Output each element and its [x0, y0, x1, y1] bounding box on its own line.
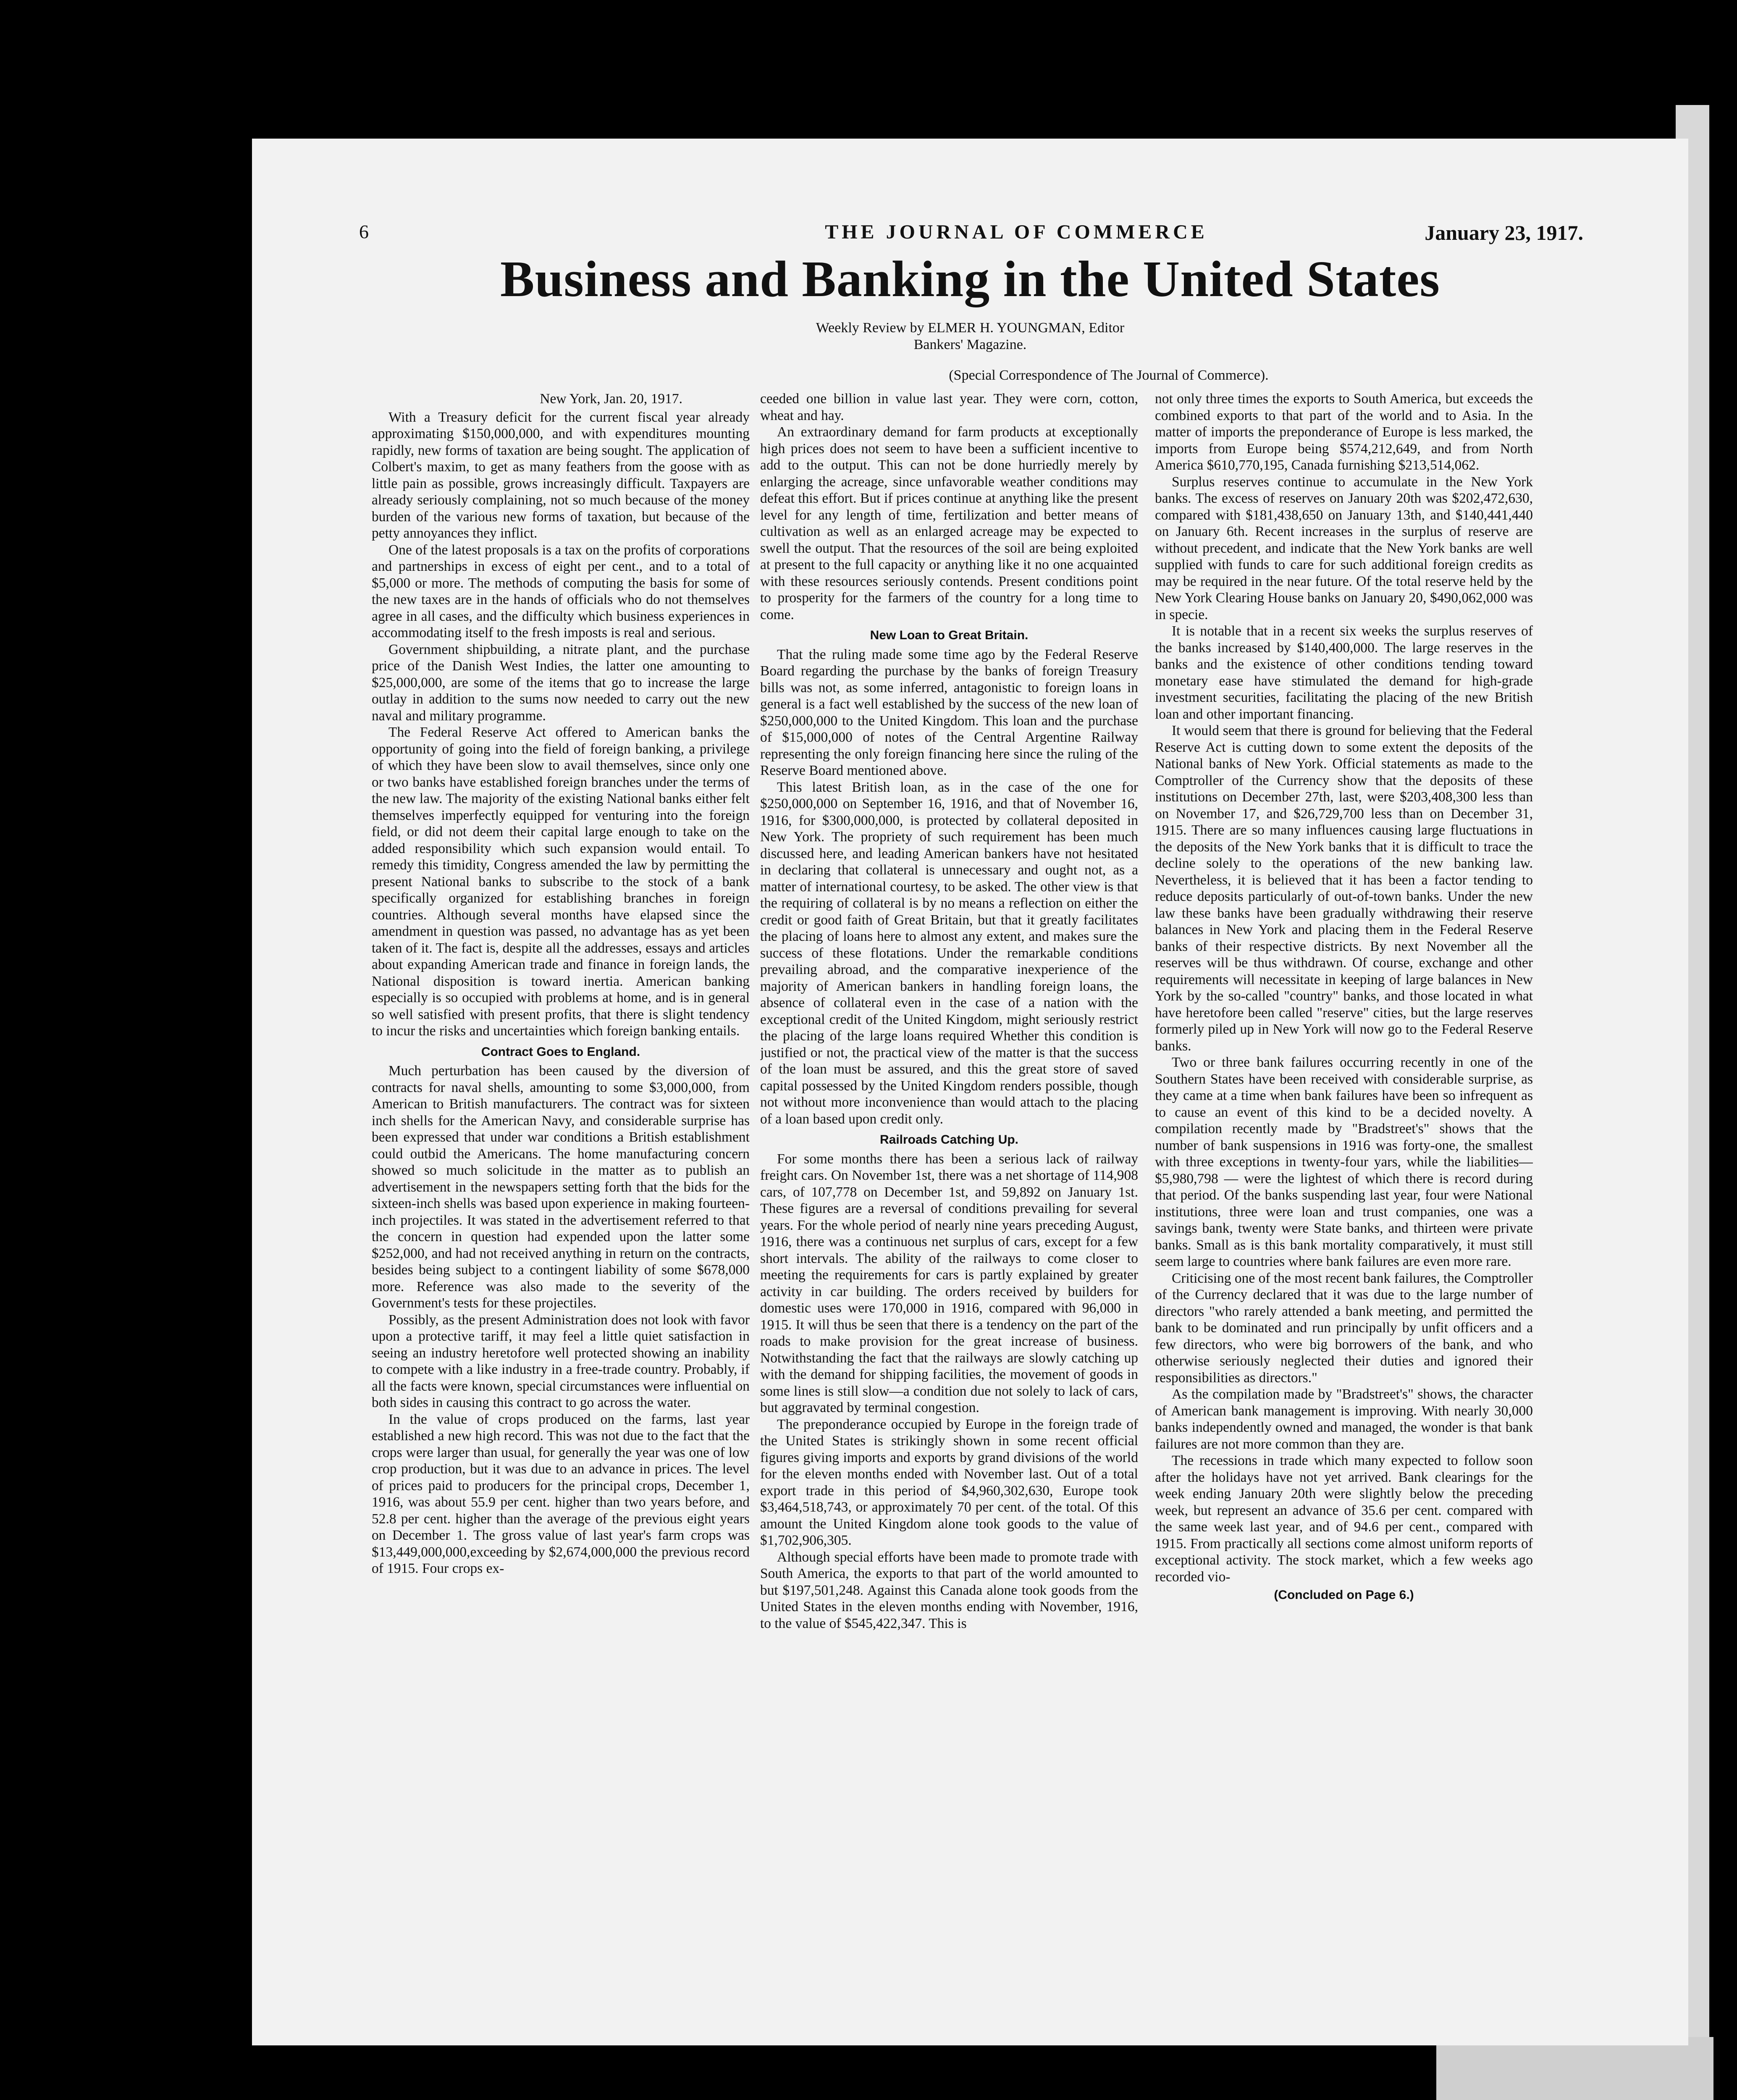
- paragraph: For some months there has been a serious lack of railway freight cars. On November 1st, there was a net shortage of 114,908 cars, of 107,778 on December 1st, and 59,892 on January 1st. These figures are a reversal of conditions prevailing for several years. For the whole period of nearly nine years preceding August, 1916, there was a continuous net surplus of cars, except for a few short intervals. The ability of the railways to come closer to meeting the requirements for cars is partly explained by greater activity in car building. The orders received by builders for domestic uses were 170,000 in 1916, compared with 96,000 in 1915. It will thus be seen that there is a tendency on the part of the roads to make provision for the great increase of business. Notwithstanding the fact that the railways are slowly catching up with the demand for shipping facilities, the movement of goods in some lines is still slow—a condition due not solely to lack of cars, but aggravated by terminal congestion.: [760, 1151, 1138, 1415]
- paragraph: Surplus reserves continue to accumulate in the New York banks. The excess of reserves on January 20th was $202,472,630, compared with $181,438,650 on January 13th, and $140,441,440 on January 6th. Recent increases in the surplus of reserve are without precedent, and indicate that the New York banks are well supplied with funds to care for such additional foreign credits as may be required in the near future. Of the total reserve held by the New York Clearing House banks on January 20, $490,062,000 was in specie.: [1155, 474, 1533, 622]
- paragraph: With a Treasury deficit for the current fiscal year already approximating $150,000,000, and with expenditures mounting rapidly, new forms of taxation are being sought. The application of Colbert's maxim, to get as many feathers from the goose with as little pain as possible, grows increasingly difficult. Taxpayers are already seriously complaining, not so much because of the money burden of the various new forms of taxation, but because of the petty annoyances they inflict.: [372, 409, 750, 541]
- paragraph: The recessions in trade which many expected to follow soon after the holidays have not yet arrived. Bank clearings for the week ending January 20th were slightly below the preceding week, but represent an advance of 35.6 per cent. compared with the same week last year, and of 94.6 per cent., compared with 1915. From practically all sections come almost uniform reports of exceptional activity. The stock market, which a few weeks ago recorded vio-: [1155, 1453, 1533, 1585]
- paragraph: not only three times the exports to South America, but exceeds the combined exports to that part of the world and to Asia. In the matter of imports the preponderance of Europe is less marked, the imports from Europe being $574,212,649, and from North America $610,770,195, Canada furnishing $213,514,062.: [1155, 391, 1533, 473]
- issue-date: January 23, 1917.: [1425, 221, 1583, 244]
- journal-title: THE JOURNAL OF COMMERCE: [825, 221, 1208, 243]
- paragraph: The Federal Reserve Act offered to American banks the opportunity of going into the field of foreign banking, a privilege of which they have been slow to avail themselves, since only one or two banks have established foreign branches under the terms of the new law. The majority of the existing National banks either felt themselves imperfectly equipped for venturing into the foreign field, or did not deem their capital large enough to take on the added responsibility which such expansion would entail. To remedy this timidity, Congress amended the law by permitting the present National banks to subscribe to the stock of a bank specifically organized for establishing branches in foreign countries. Although several months have elapsed since the amendment in question was passed, no advantage has as yet been taken of it. The fact is, despite all the addresses, essays and articles about expanding American trade and finance in foreign lands, the National disposition is toward inertia. American banking especially is so occupied with problems at home, and is in general so well satisfied with present profits, that there is slight tendency to incur the risks and uncertainties which foreign banking entails.: [372, 724, 750, 1039]
- paragraph: ceeded one billion in value last year. They were corn, cotton, wheat and hay.: [760, 391, 1138, 423]
- byline-affiliation: Bankers' Magazine.: [913, 337, 1027, 352]
- paragraph: Government shipbuilding, a nitrate plant, and the purchase price of the Danish West Indies, the latter one amounting to $25,000,000, are some of the items that go to increase the large outlay in addition to the sums now needed to carry out the new naval and military programme.: [372, 641, 750, 724]
- section-heading: New Loan to Great Britain.: [870, 628, 1029, 642]
- paragraph: Much perturbation has been caused by the diversion of contracts for naval shells, amounting to some $3,000,000, from American to British manufacturers. The contract was for sixteen inch shells for the American Navy, and considerable surprise has been expressed that under war conditions a British establishment could outbid the Americans. The home manufacturing concern showed so much solicitude in the matter as to publish an advertisement in the newspapers setting forth that the bids for the sixteen-inch shells was based upon experience in making fourteen-inch projectiles. It was stated in the advertisement referred to that the concern in question had expended upon the latter some $252,000, and had not received anything in return on the contracts, besides being subject to a contingent liability of some $678,000 more. Reference was also made to the severity of the Government's tests for these projectiles.: [372, 1063, 750, 1311]
- paragraph: Criticising one of the most recent bank failures, the Comptroller of the Currency declared that it was due to the large number of directors "who rarely attended a bank meeting, and permitted the bank to be dominated and run principally by unfit officers and a few directors, who were big borrowers of the bank, and who otherwise seriously neglected their duties and ignored their responsibilities as directors.": [1155, 1270, 1533, 1386]
- newspaper-page: [252, 139, 1688, 2045]
- dateline: New York, Jan. 20, 1917.: [540, 391, 682, 407]
- article-headline: Business and Banking in the United States: [500, 251, 1440, 307]
- paragraph: As the compilation made by "Bradstreet's" shows, the character of American bank management is improving. With nearly 30,000 banks independently owned and managed, the wonder is that bank failures are not more common than they are.: [1155, 1386, 1533, 1452]
- column-2: [760, 391, 1138, 2029]
- section-heading: Railroads Catching Up.: [879, 1133, 1019, 1147]
- paragraph: In the value of crops produced on the farms, last year established a new high record. This was not due to the fact that the crops were larger than usual, for generally the year was one of low crop production, but it was due to an advance in prices. The level of prices paid to producers for the principal crops, December 1, 1916, was about 55.9 per cent. higher than two years before, and 52.8 per cent. higher than the average of the previous eight years on December 1. The gross value of last year's farm crops was $13,449,000,000,exceeding by $2,674,000,000 the previous record of 1915. Four crops ex-: [372, 1411, 750, 1576]
- paragraph: That the ruling made some time ago by the Federal Reserve Board regarding the purchase by the banks of foreign Treasury bills was not, as some inferred, antagonistic to foreign loans in general is a fact well established by the success of the new loan of $250,000,000 to the United Kingdom. This loan and the purchase of $15,000,000 of notes of the Central Argentine Railway representing the only foreign financing here since the ruling of the Reserve Board mentioned above.: [760, 646, 1138, 778]
- paragraph: An extraordinary demand for farm products at exceptionally high prices does not seem to have been a sufficient incentive to add to the output. This can not be done hurriedly merely by enlarging the acreage, since unfavorable weather conditions may defeat this effort. But if prices continue at anything like the present level for any length of time, fertilization and better means of cultivation as well as an enlarged acreage may be expected to swell the output. That the resources of the soil are being exploited at present to the full capacity or anything like it no one acquainted with these resources seriously contends. Present conditions point to prosperity for the farmers of the country for a long time to come.: [760, 424, 1138, 622]
- paragraph: One of the latest proposals is a tax on the profits of corporations and partnerships in excess of eight per cent., and to a total of $5,000 or more. The methods of computing the basis for some of the new taxes are in the hands of officials who do not themselves agree in all cases, and the difficulty which business experiences in accommodating itself to the fresh imposts is real and serious.: [372, 542, 750, 640]
- paragraph: Two or three bank failures occurring recently in one of the Southern States have been received with considerable surprise, as they came at a time when bank failures have been so infrequent as to cause an event of this kind to be a decided novelty. A compilation recently made by "Bradstreet's" shows that the number of bank suspensions in 1916 was forty-one, the smallest with three exceptions in twenty-four yars, while the liabilities—$5,980,798 — were the lightest of which there is record during that period. Of the banks suspending last year, four were National institutions, three were loan and trust companies, one was a savings bank, twenty were State banks, and thirteen were private banks. Small as is this bank mortality comparatively, it must still seem large to countries where bank failures are even more rare.: [1155, 1055, 1533, 1269]
- paragraph: This latest British loan, as in the case of the one for $250,000,000 on September 16, 1916, and that of November 16, 1916, for $300,000,000, is protected by collateral deposited in New York. The propriety of such requirement has been much discussed here, and leading American bankers have not hesitated in declaring that collateral is unnecessary and ought not, as a matter of international courtesy, to be asked. The other view is that the requiring of collateral is by no means a reflection on either the credit or good faith of Great Britain, but that it greatly facilitates the placing of loans here to almost any extent, and makes sure the success of these flotations. Under the remarkable conditions prevailing abroad, and the comparative inexperience of the majority of American bankers in handling foreign loans, the absence of collateral even in the case of a nation with the exceptional credit of the United Kingdom, might seriously restrict the placing of the large loans required Whether this condition is justified or not, the practical view of the matter is that the success of the loan must be assured, and this the great store of saved capital possessed by the United Kingdom renders possible, though not without more inconvenience than would attach to the placing of a loan based upon credit only.: [760, 779, 1138, 1127]
- paragraph: Possibly, as the present Administration does not look with favor upon a protective tariff, it may feel a little quiet satisfaction in seeing an industry heretofore well protected showing an inability to compete with a like industry in a free-trade country. Probably, if all the facts were known, special circumstances were influential on both sides in causing this contract to go across the water.: [372, 1312, 750, 1410]
- scan-bottom-edge: [1436, 2037, 1713, 2100]
- special-correspondence: (Special Correspondence of The Journal of Commerce).: [949, 368, 1269, 383]
- column-1: [372, 391, 750, 2029]
- paragraph: Although special efforts have been made to promote trade with South America, the exports to that part of the world amounted to but $197,501,248. Against this Canada alone took goods from the United States in the eleven months ending with November, 1916, to the value of $545,422,347. This is: [760, 1549, 1138, 1631]
- byline: Weekly Review by ELMER H. YOUNGMAN, Editor: [816, 320, 1125, 336]
- section-heading: Contract Goes to England.: [481, 1045, 640, 1059]
- column-3: [1155, 391, 1533, 2029]
- paragraph: It would seem that there is ground for believing that the Federal Reserve Act is cutting down to some extent the deposits of the National banks of New York. Official statements as made to the Comptroller of the Currency show that the deposits of these institutions on December 27th, last, were $203,408,300 less than on November 17, and $26,729,700 less than on December 31, 1915. There are so many influences causing large fluctuations in the deposits of the New York banks that it is difficult to trace the decline solely to the operations of the new banking law. Nevertheless, it is believed that it has been a factor tending to reduce deposits particularly of out-of-town banks. Under the new law these banks have been gradually withdrawing their reserve balances in New York and placing them in the Federal Reserve banks of their respective districts. By next November all the reserves will be thus withdrawn. Of course, exchange and other requirements will necessitate in keeping of large balances in New York by the so-called "country" banks, and those located in what have heretofore been called "reserve" cities, but the large reserves formerly piled up in New York will now go to the Federal Reserve banks.: [1155, 723, 1533, 1054]
- page-number: 6: [359, 221, 369, 242]
- continuation-note: (Concluded on Page 6.): [1274, 1588, 1414, 1602]
- paragraph: It is notable that in a recent six weeks the surplus reserves of the banks increased by $140,400,000. The large reserves in the banks and the existence of other conditions tending toward monetary ease have stimulated the demand for high-grade investment securities, facilitating the placing of the new British loan and other important financing.: [1155, 623, 1533, 722]
- paragraph: The preponderance occupied by Europe in the foreign trade of the United States is strikingly shown in some recent official figures giving imports and exports by grand divisions of the world for the eleven months ended with November last. Out of a total export trade in this period of $4,960,302,630, Europe took $3,464,518,743, or approximately 70 per cent. of the total. Of this amount the United Kingdom alone took goods to the value of $1,702,906,305.: [760, 1416, 1138, 1548]
